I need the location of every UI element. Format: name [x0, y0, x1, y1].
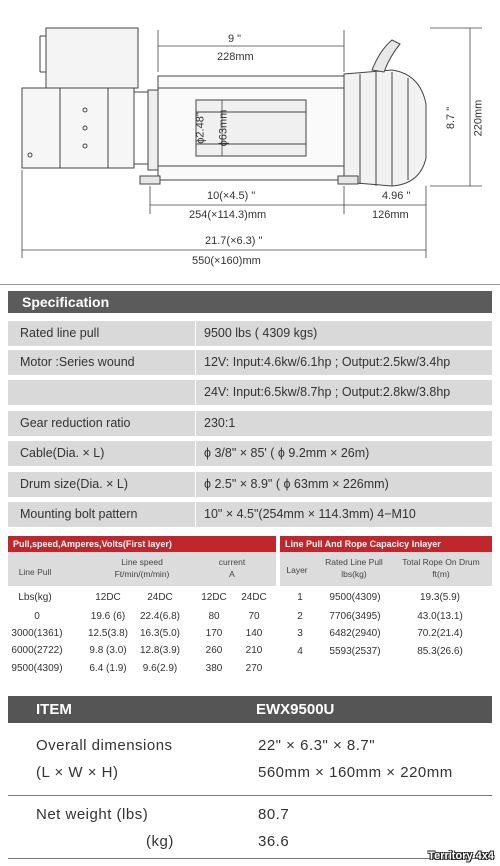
perf-cell: 12.8(3.9): [139, 645, 181, 656]
dim-top-in: 9 ": [228, 33, 242, 45]
perf-cell: 80: [208, 611, 220, 622]
layer-h-rope: Total Rope On Drum: [402, 557, 480, 567]
weight-value-lbs: 80.7: [258, 806, 290, 823]
layer-cell: 43.0(13.1): [417, 611, 463, 622]
item-divider: [8, 795, 492, 796]
perf-cell: 260: [205, 645, 223, 656]
perf-sub-12: 12DC: [95, 592, 121, 603]
perf-h-speed: Line speed: [121, 557, 163, 567]
layer-table-title: Line Pull And Rope Capacicy Inlayer: [280, 536, 492, 552]
layer-h-rope-unit: ft(m): [432, 569, 450, 579]
layer-cell: 70.2(21.4): [417, 628, 463, 639]
spec-label: Drum size(Dia. × L): [20, 477, 129, 491]
item-label: ITEM: [36, 701, 72, 718]
spec-row: [8, 350, 492, 375]
layer-cell: 19.3(5.9): [419, 592, 461, 603]
perf-cell: 270: [245, 663, 263, 674]
spec-label: Cable(Dia. × L): [20, 446, 105, 460]
overall-label-lwh: (L × W × H): [36, 764, 119, 781]
perf-cell: 9.6(2.9): [142, 663, 178, 674]
perf-cell: 6000(2722): [11, 645, 63, 656]
spec-row: [8, 472, 492, 497]
overall-value-mm: 560mm × 160mm × 220mm: [258, 764, 453, 781]
layer-cell: 1: [297, 592, 303, 603]
perf-cell: 16.3(5.0): [139, 628, 181, 639]
spec-value: ϕ 2.5" × 8.9" ( ϕ 63mm × 226mm): [195, 472, 389, 497]
dim-overall-in: 21.7(×6.3) ": [205, 235, 263, 247]
watermark: Territory 4x4: [428, 850, 494, 862]
perf-h-speed-unit: Ft/min/(m/min): [114, 569, 170, 579]
perf-sub-c24: 24DC: [241, 592, 267, 603]
perf-h-current-unit: A: [229, 569, 235, 579]
perf-cell: 380: [205, 663, 223, 674]
spec-title: Specification: [8, 291, 492, 313]
dim-overall-mm: 550(×160)mm: [192, 255, 261, 267]
layer-cell: 85.3(26.6): [417, 646, 463, 657]
dim-height-mm: 220mm: [472, 99, 485, 137]
perf-cell: 12.5(3.8): [87, 628, 129, 639]
spec-value: 10" × 4.5"(254mm × 114.3mm) 4−M10: [195, 502, 416, 527]
perf-cell: 9.8 (3.0): [89, 645, 127, 656]
perf-cell: 19.6 (6): [90, 611, 126, 622]
perf-cell: 140: [245, 628, 263, 639]
spec-row: [8, 441, 492, 466]
dim-drum-in: ϕ2.48": [194, 112, 207, 144]
layer-h-pull: Rated Line Pull: [325, 557, 383, 567]
weight-label: Net weight (lbs): [36, 806, 149, 823]
perf-cell: 0: [34, 611, 40, 622]
weight-value-kg: 36.6: [258, 833, 290, 850]
dim-height-in: 8.7 ": [445, 106, 458, 130]
divider: [0, 284, 500, 285]
perf-cell: 210: [245, 645, 263, 656]
layer-cell: 5593(2537): [329, 646, 381, 657]
perf-sub-24: 24DC: [147, 592, 173, 603]
spec-value: 230:1: [195, 411, 235, 436]
winch-diagram: [0, 0, 500, 285]
layer-cell: 3: [297, 628, 303, 639]
spec-label: Motor :Series wound: [20, 355, 135, 369]
perf-table-title: Pull,speed,Amperes,Volts(First layer): [8, 536, 276, 552]
dim-drum-mm: ϕ63mm: [217, 109, 230, 147]
spec-row: [8, 380, 492, 405]
perf-sub-c12: 12DC: [201, 592, 227, 603]
layer-cell: 2: [297, 611, 303, 622]
dim-bolt-in: 10(×4.5) ": [207, 190, 256, 202]
perf-cell: 22.4(6.8): [139, 611, 181, 622]
item-bar: [8, 696, 492, 723]
spec-label: Rated line pull: [20, 326, 100, 340]
dim-end-mm: 126mm: [372, 209, 409, 221]
item-model: EWX9500U: [256, 701, 335, 718]
overall-label: Overall dimensions: [36, 737, 173, 754]
dim-end-in: 4.96 ": [382, 190, 411, 202]
item-bottom-divider: [8, 858, 492, 859]
perf-sub-lbs: Lbs(kg): [18, 592, 52, 603]
weight-label-kg: (kg): [146, 833, 174, 850]
spec-value: ϕ 3/8" × 85' ( ϕ 9.2mm × 26m): [195, 441, 369, 466]
perf-cell: 9500(4309): [11, 663, 63, 674]
perf-cell: 6.4 (1.9): [89, 663, 127, 674]
overall-value-in: 22" × 6.3" × 8.7": [258, 737, 376, 754]
perf-cell: 70: [248, 611, 260, 622]
layer-cell: 7706(3495): [329, 611, 381, 622]
dim-top-mm: 228mm: [217, 51, 254, 63]
perf-h-linepull: Line Pull: [18, 567, 52, 577]
spec-value: 24V: Input:6.5kw/8.7hp ; Output:2.8kw/3.8hp: [195, 380, 450, 405]
dim-bolt-mm: 254(×114.3)mm: [189, 209, 267, 221]
spec-row: [8, 411, 492, 436]
layer-h-layer: Layer: [286, 565, 308, 575]
perf-h-current: current: [218, 557, 246, 567]
spec-value: 9500 lbs ( 4309 kgs): [195, 321, 317, 346]
layer-cell: 6482(2940): [329, 628, 381, 639]
spec-row: [8, 321, 492, 346]
spec-row: [8, 502, 492, 527]
perf-cell: 3000(1361): [11, 628, 63, 639]
layer-cell: 4: [297, 646, 303, 657]
layer-cell: 9500(4309): [329, 592, 381, 603]
spec-label: Gear reduction ratio: [20, 416, 131, 430]
layer-h-pull-unit: lbs(kg): [341, 569, 367, 579]
spec-value: 12V: Input:4.6kw/6.1hp ; Output:2.5kw/3.4hp: [195, 350, 450, 375]
spec-label: Mounting bolt pattern: [20, 507, 138, 521]
perf-cell: 170: [205, 628, 223, 639]
